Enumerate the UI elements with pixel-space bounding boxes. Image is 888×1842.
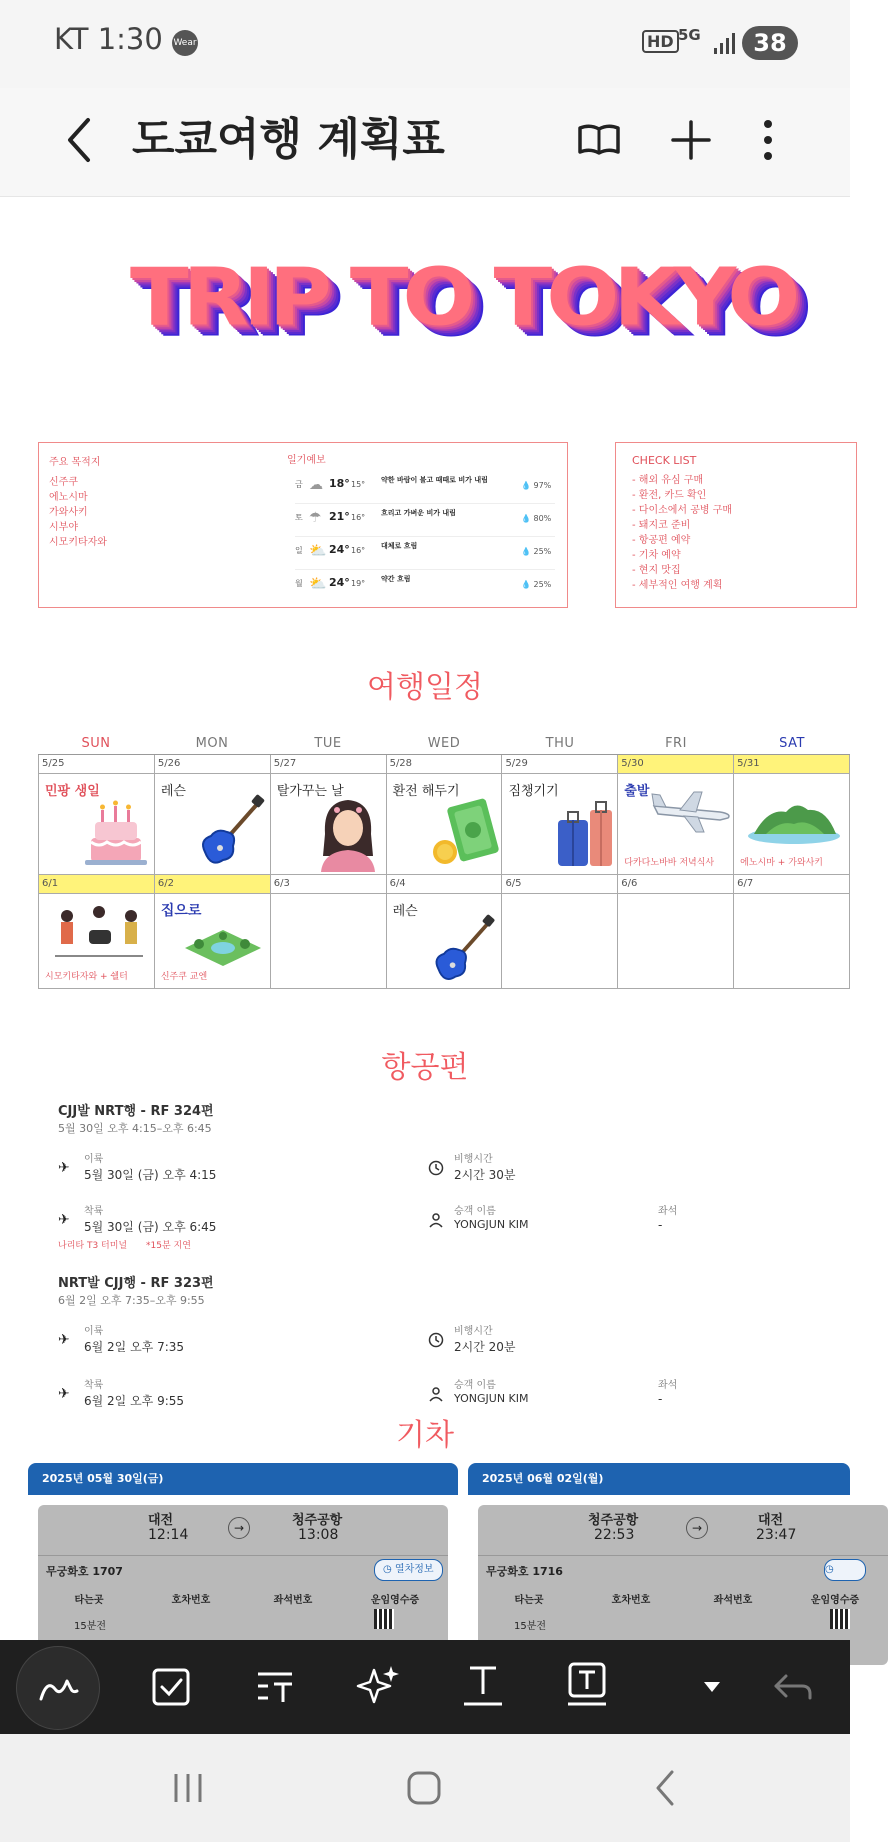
checklist-item: - 기차 예약 xyxy=(632,550,681,561)
network-5g-icon: 5G xyxy=(678,26,701,44)
weather-day: 일 xyxy=(295,546,303,555)
checklist-item: - 항공편 예약 xyxy=(632,535,691,546)
train-info-button[interactable] xyxy=(824,1559,866,1581)
train-ticket[interactable] xyxy=(468,1463,860,1643)
calendar-day[interactable] xyxy=(387,875,503,989)
calendar-day[interactable] xyxy=(502,755,618,875)
day-thu: THU xyxy=(545,736,575,751)
passenger-name: YONGJUN KIM xyxy=(454,1392,529,1405)
event-title: 레슨 xyxy=(392,904,418,919)
weather-day: 금 xyxy=(295,480,303,489)
calendar-day[interactable] xyxy=(502,875,618,989)
woman-icon xyxy=(313,794,383,872)
checklist-items xyxy=(632,473,732,593)
weather-title: 일기예보 xyxy=(287,455,326,466)
date-label: 6/4 xyxy=(387,875,502,894)
text-icon xyxy=(462,1660,504,1710)
ai-sparkle-icon[interactable] xyxy=(358,1664,400,1706)
checklist-item: - 해외 유심 구매 xyxy=(632,475,704,486)
train-from-time: 22:53 xyxy=(594,1527,635,1543)
text-format-icon[interactable] xyxy=(254,1666,296,1708)
calendar-day[interactable] xyxy=(734,875,850,989)
date-label: 5/31 xyxy=(734,755,849,774)
airplane-icon xyxy=(650,786,734,836)
calendar xyxy=(38,736,850,989)
calendar-day[interactable] xyxy=(618,875,734,989)
train-number: 무궁화호 1716 xyxy=(486,1565,563,1578)
weather-temp: 18° xyxy=(329,477,350,490)
event-note: 시모키타자와 + 쉘터 xyxy=(45,972,128,982)
luggage-icon xyxy=(554,798,618,870)
schedule-title: 여행일정 xyxy=(367,670,483,705)
pen-icon xyxy=(37,1669,79,1707)
calendar-day[interactable] xyxy=(38,875,155,989)
signal-icon xyxy=(712,30,738,56)
checklist-title: CHECK LIST xyxy=(632,454,697,467)
rain-cloud-icon: ☂ xyxy=(309,510,322,526)
train-info-button[interactable] xyxy=(374,1559,443,1581)
island-icon xyxy=(746,794,842,844)
destination-item: 가와사키 xyxy=(49,507,88,518)
flight-info xyxy=(58,1098,818,1408)
system-nav-bar xyxy=(0,1734,850,1842)
weather-pct: 💧 80% xyxy=(521,514,552,523)
weather-pct: 💧 25% xyxy=(521,547,552,556)
arrow-right-icon: → xyxy=(686,1517,708,1539)
calendar-day[interactable] xyxy=(734,755,850,875)
weather-row xyxy=(295,537,555,570)
flight-route: CJJ발 NRT행 - RF 324편 xyxy=(58,1104,214,1119)
text-tool-button[interactable] xyxy=(462,1660,504,1710)
date-label: 5/30 xyxy=(618,755,733,774)
clock-icon: ◷ xyxy=(825,1564,834,1575)
train-to-time: 23:47 xyxy=(756,1527,797,1543)
more-options-icon[interactable] xyxy=(746,112,790,168)
date-label: 6/2 xyxy=(155,875,270,894)
page-title: 도쿄여행 계획표 xyxy=(132,114,445,165)
app-bar xyxy=(0,88,850,197)
battery-icon: 38 xyxy=(742,26,798,60)
wear-icon: Wear xyxy=(172,30,198,56)
delay-note: *15분 지연 xyxy=(146,1241,191,1251)
weather-row xyxy=(295,570,555,602)
day-sat: SAT xyxy=(779,736,805,751)
date-label: 6/7 xyxy=(734,875,849,894)
trains-title: 기차 xyxy=(396,1418,454,1453)
destinations-list xyxy=(49,475,107,550)
book-icon[interactable] xyxy=(574,112,624,168)
flights-title: 항공편 xyxy=(381,1050,469,1085)
event-note: 에노시마 + 가와사키 xyxy=(740,858,823,868)
event-note: 다카다노바바 저녁식사 xyxy=(624,858,715,868)
event-title: 민팡 생일 xyxy=(45,784,100,799)
train-columns: 타는곳 호차번호 좌석번호 운임영수증 xyxy=(514,1595,860,1606)
takeoff-icon: ✈ xyxy=(58,1160,70,1176)
qr-code-icon xyxy=(830,1609,850,1629)
recents-icon[interactable] xyxy=(168,1770,208,1806)
partly-sunny-icon: ⛅ xyxy=(309,576,327,592)
train-date: 2025년 06월 02일(월) xyxy=(468,1463,850,1495)
event-title: 탈가꾸는 날 xyxy=(276,784,344,799)
day-tue: TUE xyxy=(314,736,342,751)
destination-item: 신주쿠 xyxy=(49,477,78,488)
calendar-day[interactable] xyxy=(155,875,271,989)
event-title: 집으로 xyxy=(160,903,202,919)
weather-list xyxy=(295,471,555,602)
checkbox-icon[interactable] xyxy=(150,1666,192,1708)
person-icon xyxy=(428,1212,444,1228)
calendar-week xyxy=(38,755,850,875)
calendar-header xyxy=(38,736,850,754)
carrier-time: KT 1:30 xyxy=(54,22,163,56)
home-icon[interactable] xyxy=(404,1768,444,1808)
date-label: 6/3 xyxy=(271,875,386,894)
train-to-time: 13:08 xyxy=(298,1527,339,1543)
day-mon: MON xyxy=(195,736,229,751)
date-label: 5/27 xyxy=(271,755,386,774)
weather-desc: 약한 바람이 불고 때때로 비가 내림 xyxy=(381,476,488,484)
takeoff-time: 6월 2일 오후 7:35 xyxy=(84,1340,185,1354)
weather-temp: 21° xyxy=(329,510,350,523)
partly-sunny-icon: ⛅ xyxy=(309,543,327,559)
train-from: 청주공항 xyxy=(588,1513,639,1528)
destination-item: 시모키타자와 xyxy=(49,537,107,548)
money-icon xyxy=(429,796,501,870)
text-box-icon xyxy=(566,1660,608,1710)
train-platform: 15분전 xyxy=(514,1621,547,1632)
date-label: 5/28 xyxy=(387,755,502,774)
train-ticket[interactable] xyxy=(28,1463,458,1643)
duration-value: 2시간 30분 xyxy=(454,1168,516,1182)
birthday-cake-icon xyxy=(83,798,149,868)
destination-item: 에노시마 xyxy=(49,492,88,503)
date-label: 5/26 xyxy=(155,755,270,774)
text-box-button[interactable] xyxy=(566,1660,608,1710)
landing-label: 착륙 xyxy=(84,1380,104,1391)
arrow-right-icon: → xyxy=(228,1517,250,1539)
weather-pct: 💧 25% xyxy=(521,580,552,589)
calendar-day[interactable] xyxy=(387,755,503,875)
checklist-box xyxy=(615,442,857,608)
event-title: 환전 해두기 xyxy=(392,784,460,799)
train-platform: 15분전 xyxy=(74,1621,107,1632)
weather-desc: 약간 흐림 xyxy=(381,575,411,583)
date-label: 6/1 xyxy=(39,875,154,894)
checklist-item: - 세부적인 여행 계획 xyxy=(632,580,723,591)
train-columns: 타는곳 호차번호 좌석번호 운임영수증 xyxy=(74,1595,420,1606)
checklist-item: - 돼지코 준비 xyxy=(632,520,691,531)
hd-icon: HD xyxy=(642,30,679,53)
weather-row xyxy=(295,504,555,537)
date-label: 5/29 xyxy=(502,755,617,774)
weather-low: 15° xyxy=(351,480,366,489)
add-icon[interactable] xyxy=(666,112,716,168)
cloud-icon: ☁ xyxy=(309,477,323,493)
dropdown-icon[interactable] xyxy=(700,1674,724,1698)
undo-icon[interactable] xyxy=(772,1666,814,1708)
seat-label: 좌석 xyxy=(658,1206,678,1217)
event-title: 짐챙기기 xyxy=(508,784,559,799)
pen-tool-button[interactable] xyxy=(16,1646,100,1730)
passenger-label: 승객 이름 xyxy=(454,1380,496,1391)
calendar-day[interactable] xyxy=(155,755,271,875)
duration-label: 비행시간 xyxy=(454,1326,493,1337)
weather-row xyxy=(295,471,555,504)
train-info-label: 열차정보 xyxy=(394,1564,434,1575)
train-date: 2025년 05월 30일(금) xyxy=(28,1463,458,1495)
banner-title: TRIP TO TOKYO xyxy=(130,252,795,344)
calendar-week xyxy=(38,875,850,989)
calendar-day[interactable] xyxy=(618,755,734,875)
event-note: 신주쿠 교엔 xyxy=(160,972,208,982)
guitar-icon xyxy=(195,794,267,870)
day-fri: FRI xyxy=(665,736,687,751)
status-bar xyxy=(0,0,850,88)
day-sun: SUN xyxy=(81,736,111,751)
duration-value: 2시간 20분 xyxy=(454,1340,516,1354)
calendar-day[interactable] xyxy=(38,755,155,875)
destinations-title: 주요 목적지 xyxy=(49,457,101,468)
band-concert-icon xyxy=(49,900,149,962)
passenger-label: 승객 이름 xyxy=(454,1206,496,1217)
train-from: 대전 xyxy=(148,1513,174,1528)
landing-icon: ✈ xyxy=(58,1212,70,1228)
guitar-icon xyxy=(427,914,499,986)
editing-toolbar xyxy=(0,1640,850,1734)
landing-time: 5월 30일 (금) 오후 6:45 xyxy=(84,1220,217,1234)
day-wed: WED xyxy=(427,736,461,751)
calendar-grid xyxy=(38,754,850,989)
trip-banner xyxy=(130,248,810,378)
date-label: 5/25 xyxy=(39,755,154,774)
weather-low: 19° xyxy=(351,579,366,588)
calendar-day[interactable] xyxy=(271,755,387,875)
seat-label: 좌석 xyxy=(658,1380,678,1391)
event-title: 출발 xyxy=(624,784,650,799)
weather-pct: 💧 97% xyxy=(521,481,552,490)
checklist-item: - 환전, 카드 확인 xyxy=(632,490,707,501)
takeoff-icon: ✈ xyxy=(58,1332,70,1348)
landing-icon: ✈ xyxy=(58,1386,70,1402)
landing-time: 6월 2일 오후 9:55 xyxy=(84,1394,185,1408)
info-box xyxy=(38,442,568,608)
date-label: 6/5 xyxy=(502,875,617,894)
date-label: 6/6 xyxy=(618,875,733,894)
person-icon xyxy=(428,1386,444,1402)
train-number: 무궁화호 1707 xyxy=(46,1565,123,1578)
qr-code-icon xyxy=(374,1609,394,1629)
weather-temp: 24° xyxy=(329,543,350,556)
weather-day: 토 xyxy=(295,513,303,522)
weather-day: 월 xyxy=(295,579,303,588)
weather-low: 16° xyxy=(351,546,366,555)
calendar-day[interactable] xyxy=(271,875,387,989)
clock-icon xyxy=(428,1332,444,1348)
takeoff-label: 이륙 xyxy=(84,1326,104,1337)
landing-label: 착륙 xyxy=(84,1206,104,1217)
clock-icon: ◷ xyxy=(383,1564,392,1575)
clock-icon xyxy=(428,1160,444,1176)
weather-low: 16° xyxy=(351,513,366,522)
duration-label: 비행시간 xyxy=(454,1154,493,1165)
nav-back-icon[interactable] xyxy=(648,1768,682,1808)
flight-date: 5월 30일 오후 4:15–오후 6:45 xyxy=(58,1122,212,1135)
weather-desc: 흐리고 가벼운 비가 내림 xyxy=(381,509,456,517)
weather-temp: 24° xyxy=(329,576,350,589)
takeoff-label: 이륙 xyxy=(84,1154,104,1165)
event-title: 레슨 xyxy=(160,784,186,799)
flight-date: 6월 2일 오후 7:35–오후 9:55 xyxy=(58,1294,205,1307)
back-icon[interactable] xyxy=(58,110,102,170)
train-to: 대전 xyxy=(758,1513,784,1528)
train-from-time: 12:14 xyxy=(148,1527,189,1543)
flight-route: NRT발 CJJ행 - RF 323편 xyxy=(58,1276,214,1291)
checklist-item: - 다이소에서 공병 구매 xyxy=(632,505,733,516)
takeoff-time: 5월 30일 (금) 오후 4:15 xyxy=(84,1168,217,1182)
destination-item: 시부야 xyxy=(49,522,78,533)
seat-value: - xyxy=(658,1218,663,1232)
seat-value: - xyxy=(658,1392,663,1406)
passenger-name: YONGJUN KIM xyxy=(454,1218,529,1231)
train-to: 청주공항 xyxy=(292,1513,343,1528)
terminal-note: 나리타 T3 터미널 xyxy=(58,1241,128,1251)
checklist-item: - 현지 맛집 xyxy=(632,565,681,576)
weather-desc: 대체로 흐림 xyxy=(381,542,418,550)
park-icon xyxy=(181,922,265,970)
